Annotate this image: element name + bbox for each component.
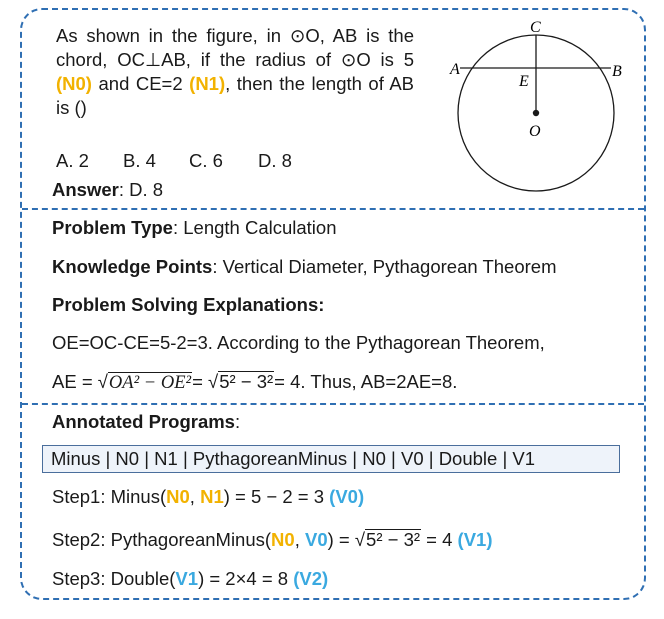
label-b: B [612,63,622,80]
step-2-radicand: 5² − 3² [366,529,421,550]
label-c: C [530,19,541,36]
explanation-heading: Problem Solving Explanations: [52,294,325,315]
program-sequence: Minus | N0 | N1 | PythagoreanMinus | N0 | V0 | Double | V1 [42,445,620,473]
explanation-line-2: AE = √OA² − OE²= √5² − 3²= 4. Thus, AB=2AE=8. [52,371,458,393]
radicand-1: OA² − OE² [108,373,192,393]
geometry-figure [440,14,640,206]
section-divider [22,403,644,405]
option-d: D. 8 [258,150,292,171]
label-e: E [519,73,529,90]
label-o: O [529,123,541,140]
option-b: B. 4 [123,150,156,171]
step-3: Step3: Double(V1) = 2×4 = 8 (V2) [52,568,329,589]
problem-type: Problem Type: Length Calculation [52,217,337,238]
explanation-line-1: OE=OC-CE=5-2=3. According to the Pythagorean Theorem, [52,332,545,353]
option-a: A. 2 [56,150,89,171]
section-divider [22,208,644,210]
label-a: A [450,61,460,78]
answer-line: Answer: D. 8 [52,179,164,200]
programs-heading: Annotated Programs: [52,411,241,432]
center-point [533,110,539,116]
option-c: C. 6 [189,150,223,171]
radicand-2: 5² − 3² [219,371,274,392]
step-2: Step2: PythagoreanMinus(N0, V0) = √5² − 3² = 4 (V1) [52,529,493,550]
knowledge-points: Knowledge Points: Vertical Diameter, Pythagorean Theorem [52,256,557,277]
problem-statement: As shown in the figure, in ⊙O, AB is the chord, OC⊥AB, if the radius of ⊙O is 5 (N0) and CE=2 (N1), then the length of AB is () [56,25,415,118]
step-1: Step1: Minus(N0, N1) = 5 − 2 = 3 (V0) [52,486,365,507]
